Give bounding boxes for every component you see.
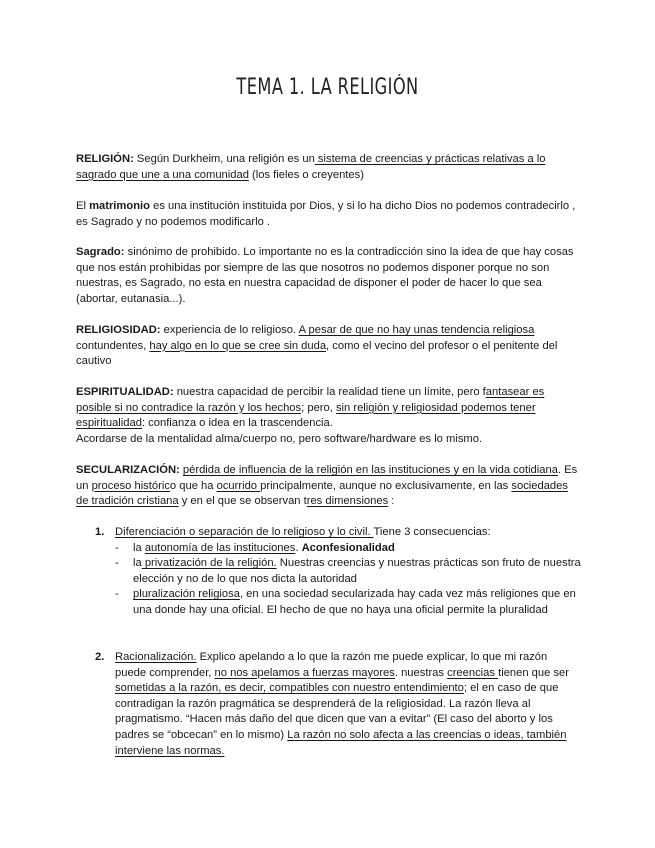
term-religiosidad: RELIGIOSIDAD: xyxy=(76,324,161,336)
text: y en el que se observan t xyxy=(178,495,307,508)
text: Nuestras creencias y nuestras prácticas son fruto de nuestra elección y no de lo que nos dicta la autoridad xyxy=(133,557,581,585)
text: ; el en caso de que contradigan la razón pragmática se desprenderá de la religiosidad. La razón lleva al pragmatismo. “Hacen más daño del que dicen que van a evitar” (El caso del aborto y los padres se “obcecan” en lo mismo) xyxy=(115,682,559,741)
paragraph-matrimonio xyxy=(76,199,581,230)
underlined-text: res dimensiones xyxy=(306,495,389,508)
text: : confianza o idea en la trascendencia. xyxy=(141,417,333,430)
text: principalmente, aunque no exclusivamente, en las xyxy=(260,479,512,492)
text: experiencia de lo religioso. xyxy=(160,324,299,336)
underlined-text: antasear es posible si no contradice la razón y los hechos xyxy=(76,386,545,414)
term-secularizacion: SECULARIZACIÓN: xyxy=(76,464,180,476)
sub-list-item xyxy=(95,541,581,557)
underlined-text: sistema de creencias y prácticas relativas a lo sagrado que une a una comunidad xyxy=(76,153,546,181)
text: . Es un xyxy=(76,464,578,492)
paragraph-religion xyxy=(76,152,581,183)
paragraph-espiritualidad xyxy=(76,385,581,447)
underlined-text: sometidas a la razón, es decir, compatibles con nuestro entendimiento xyxy=(115,682,464,695)
text: Tiene 3 consecuencias: xyxy=(373,526,491,538)
text: El xyxy=(76,200,90,212)
dash-bullet: - xyxy=(115,588,119,601)
text: Acordarse de la mentalidad alma/cuerpo no, pero software/hardware es lo mismo. xyxy=(76,432,483,445)
text: Explico apelando a lo que la razón me puede explicar, lo que mi razón puede comprender, xyxy=(115,651,548,679)
numbered-list-item-1 xyxy=(95,525,581,619)
underlined-text: sin religión y religiosidad podemos tener espiritualidad xyxy=(76,401,536,430)
text: o que ha xyxy=(169,479,217,492)
text: sinónimo de prohibido. Lo importante no es la contradicción sino la idea de que hay cosas que nos están prohibidas por siempre de las que nosotros no podemos disponer porque no son nuestras, es Sagrado, no esta en nuestra capacidad de disponer el poder de hacer lo que sea (abortar, eutanasia...). xyxy=(76,246,574,305)
text: la xyxy=(133,541,145,554)
sub-list-item xyxy=(95,556,581,587)
underlined-text: hay algo en lo que se cree sin duda xyxy=(149,339,327,352)
underlined-text: Diferenciación o separación de lo religioso y lo civil. xyxy=(115,526,374,538)
dash-bullet: - xyxy=(115,541,119,554)
text: Según Durkheim, una religión es un xyxy=(133,153,315,165)
underlined-text: Racionalización. xyxy=(115,651,197,663)
list-item xyxy=(95,650,581,759)
text: la xyxy=(133,557,142,570)
text: es una institución instituida por Dios, y si lo ha dicho Dios no podemos contradecirlo , es Sagrado y no podemos modificarlo . xyxy=(76,200,576,228)
term-matrimonio: matrimonio xyxy=(89,200,150,212)
text: nuestra capacidad de percibir la realidad tiene un límite, pero f xyxy=(173,386,486,398)
list-item xyxy=(95,525,581,541)
text: . nuestras xyxy=(394,666,448,679)
sub-list-item xyxy=(95,587,581,618)
text: (los fieles o creyentes) xyxy=(248,168,364,181)
term-espiritualidad: ESPIRITUALIDAD: xyxy=(76,386,174,398)
underlined-text: creencias xyxy=(447,666,499,679)
list-number: 2. xyxy=(95,651,105,663)
text: ; pero, xyxy=(301,401,336,414)
underlined-text: A pesar de que no hay unas tendencia religiosa xyxy=(298,324,535,336)
dash-bullet: - xyxy=(115,557,119,570)
underlined-text: pluralización religiosa xyxy=(133,588,240,601)
text: : xyxy=(388,495,395,508)
text: contundentes, xyxy=(76,339,150,352)
list-number: 1. xyxy=(95,526,105,538)
term-sagrado: Sagrado: xyxy=(76,246,125,258)
text: , en una sociedad secularizada hay cada vez más religiones que en una donde hay una oficial. El hecho de que no haya una oficial permite la pluralidad xyxy=(133,588,576,616)
text: tienen que ser xyxy=(498,666,569,679)
underlined-text: privatización de la religión. xyxy=(141,557,277,570)
text: , como el vecino del profesor o el penitente del cautivo xyxy=(76,339,558,368)
underlined-text: autonomía de las instituciones xyxy=(144,541,296,554)
underlined-text: no nos apelamos a fuerzas mayores xyxy=(214,666,395,679)
underlined-text: sociedades de tradición cristiana xyxy=(76,479,568,508)
text: . xyxy=(295,541,302,554)
underlined-text: ocurrido xyxy=(216,479,261,492)
paragraph-sagrado xyxy=(76,245,581,307)
underlined-text: proceso históric xyxy=(91,479,170,492)
underlined-text: La razón no solo afecta a las creencias o ideas, también interviene las normas. xyxy=(115,728,567,757)
numbered-list-item-2 xyxy=(95,650,581,759)
paragraph-religiosidad xyxy=(76,323,581,370)
term-religion: RELIGIÓN: xyxy=(76,153,134,165)
bold-text: Aconfesionalidad xyxy=(301,541,395,554)
underlined-text: pérdida de influencia de la religión en las instituciones y en la vida cotidiana xyxy=(182,464,558,476)
paragraph-secularizacion xyxy=(76,463,581,510)
page-title: TEMA 1. LA RELIGIÓN xyxy=(236,75,419,100)
